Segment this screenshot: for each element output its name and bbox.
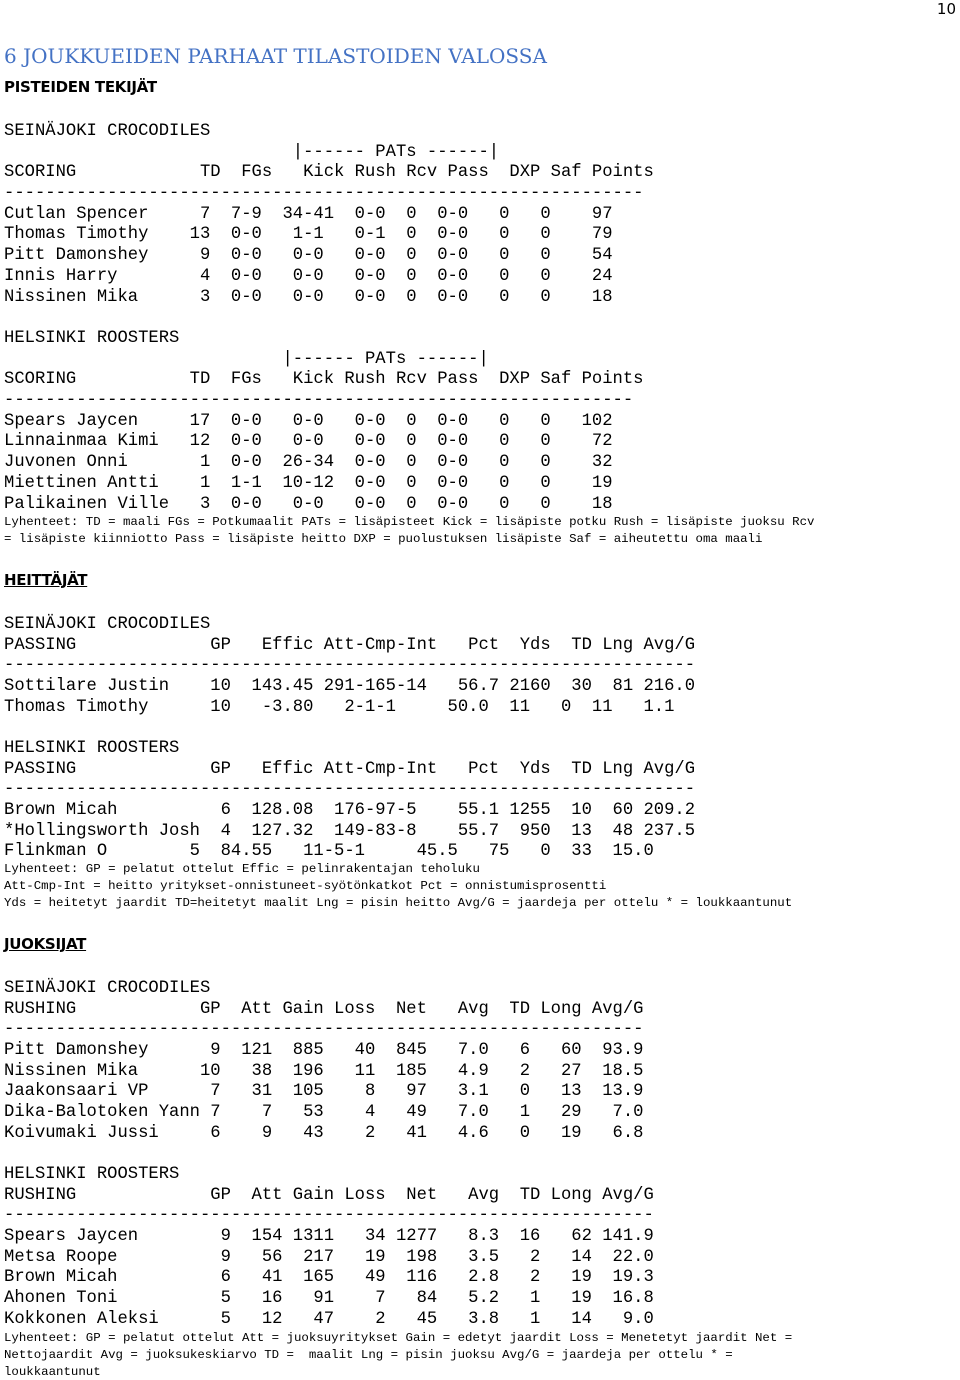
legend-line: = lisäpiste kiinniotto Pass = lisäpiste heitto DXP = puolustuksen lisäpiste Saf = aiheutettu oma maali — [4, 531, 763, 546]
team-name: SEINÄJOKI CROCODILES — [4, 615, 211, 634]
section-heading-rushers: JUOKSIJAT — [4, 935, 87, 953]
column-headers: SCORING TD FGs Kick Rush Rcv Pass DXP Saf Points — [4, 163, 654, 183]
team-name: HELSINKI ROOSTERS — [4, 329, 180, 348]
table-row: Flinkman O 5 84.55 11-5-1 45.5 75 0 33 15.0 — [4, 842, 654, 862]
table-row: Nissinen Mika 3 0-0 0-0 0-0 0 0-0 0 0 18 — [4, 287, 613, 307]
legend-line: loukkaantunut — [4, 1364, 101, 1379]
team-name: SEINÄJOKI CROCODILES — [4, 122, 211, 141]
divider: ------------------------------------------------------------------- — [4, 656, 696, 676]
section-heading-scorers: PISTEIDEN TEKIJÄT — [4, 78, 157, 96]
legend-line: Att-Cmp-Int = heitto yritykset-onnistuneet-syötönkatkot Pct = onnistumisprosentti — [4, 878, 607, 893]
table-row: Nissinen Mika 10 38 196 11 185 4.9 2 27 18.5 — [4, 1061, 644, 1081]
table-row: Pitt Damonshey 9 121 885 40 845 7.0 6 60 93.9 — [4, 1041, 644, 1061]
legend-line: Nettojaardit Avg = juoksukeskiarvo TD = maalit Lng = pisin juoksu Avg/G = jaardeja per ottelu * = — [4, 1347, 733, 1362]
page-number: 10 — [936, 0, 956, 18]
legend-line: Lyhenteet: GP = pelatut ottelut Effic = pelinrakentajan teholuku — [4, 862, 480, 876]
legend-line: Lyhenteet: GP = pelatut ottelut Att = juoksuyritykset Gain = edetyt jaardit Loss = Menetetyt jaardit Net = — [4, 1331, 793, 1345]
table-row: *Hollingsworth Josh 4 127.32 149-83-8 55.7 950 13 48 237.5 — [4, 821, 696, 841]
table-row: Dika-Balotoken Yann 7 7 53 4 49 7.0 1 29 7.0 — [4, 1103, 644, 1123]
passing-table-seinajoki — [4, 615, 695, 718]
rushing-table-seinajoki — [4, 979, 643, 1145]
table-row: Pitt Damonshey 9 0-0 0-0 0-0 0 0-0 0 0 54 — [4, 246, 613, 266]
chapter-title: 6 JOUKKUEIDEN PARHAAT TILASTOIDEN VALOSSA — [4, 44, 547, 68]
table-row: Brown Micah 6 41 165 49 116 2.8 2 19 19.3 — [4, 1268, 654, 1288]
pats-header: |------ PATs ------| — [4, 142, 500, 162]
table-row: Thomas Timothy 10 -3.80 2-1-1 50.0 11 0 11 1.1 — [4, 697, 675, 717]
rushing-legend — [4, 1330, 792, 1380]
legend-line: Yds = heitetyt jaardit TD=heitetyt maalit Lng = pisin heitto Avg/G = jaardeja per ottelu * = loukkaantunut — [4, 895, 793, 910]
divider: ------------------------------------------------------------------- — [4, 780, 696, 800]
scoring-legend — [4, 514, 814, 548]
divider: --------------------------------------------------------------- — [4, 1206, 654, 1226]
table-row: Ahonen Toni 5 16 91 7 84 5.2 1 19 16.8 — [4, 1289, 654, 1309]
divider: -------------------------------------------------------------- — [4, 184, 644, 204]
table-row: Innis Harry 4 0-0 0-0 0-0 0 0-0 0 0 24 — [4, 266, 613, 286]
table-row: Brown Micah 6 128.08 176-97-5 55.1 1255 10 60 209.2 — [4, 801, 696, 821]
table-row: Thomas Timothy 13 0-0 1-1 0-1 0 0-0 0 0 79 — [4, 225, 613, 245]
column-headers: RUSHING GP Att Gain Loss Net Avg TD Long Avg/G — [4, 999, 644, 1019]
table-row: Metsa Roope 9 56 217 19 198 3.5 2 14 22.0 — [4, 1247, 654, 1267]
table-row: Cutlan Spencer 7 7-9 34-41 0-0 0 0-0 0 0 97 — [4, 204, 613, 224]
divider: ------------------------------------------------------------- — [4, 391, 634, 411]
pats-header: |------ PATs ------| — [4, 349, 489, 369]
column-headers: PASSING GP Effic Att-Cmp-Int Pct Yds TD Lng Avg/G — [4, 759, 696, 779]
passing-legend — [4, 861, 792, 911]
table-row: Koivumaki Jussi 6 9 43 2 41 4.6 0 19 6.8 — [4, 1123, 644, 1143]
column-headers: PASSING GP Effic Att-Cmp-Int Pct Yds TD Lng Avg/G — [4, 635, 696, 655]
column-headers: SCORING TD FGs Kick Rush Rcv Pass DXP Saf Points — [4, 370, 644, 390]
table-row: Linnainmaa Kimi 12 0-0 0-0 0-0 0 0-0 0 0 72 — [4, 432, 613, 452]
team-name: SEINÄJOKI CROCODILES — [4, 979, 211, 998]
team-name: HELSINKI ROOSTERS — [4, 739, 180, 758]
divider: -------------------------------------------------------------- — [4, 1020, 644, 1040]
legend-line: Lyhenteet: TD = maali FGs = Potkumaalit PATs = lisäpisteet Kick = lisäpiste potku Rush = lisäpiste juoksu Rcv — [4, 515, 815, 529]
column-headers: RUSHING GP Att Gain Loss Net Avg TD Long Avg/G — [4, 1185, 654, 1205]
passing-table-helsinki — [4, 739, 695, 863]
scoring-table-helsinki — [4, 329, 643, 515]
section-heading-passers: HEITTÄJÄT — [4, 571, 88, 589]
table-row: Jaakonsaari VP 7 31 105 8 97 3.1 0 13 13.9 — [4, 1082, 644, 1102]
scoring-table-seinajoki — [4, 122, 654, 308]
rushing-table-helsinki — [4, 1165, 654, 1331]
table-row: Spears Jaycen 9 154 1311 34 1277 8.3 16 62 141.9 — [4, 1227, 654, 1247]
table-row: Spears Jaycen 17 0-0 0-0 0-0 0 0-0 0 0 102 — [4, 411, 613, 431]
table-row: Palikainen Ville 3 0-0 0-0 0-0 0 0-0 0 0 18 — [4, 494, 613, 514]
table-row: Sottilare Justin 10 143.45 291-165-14 56.7 2160 30 81 216.0 — [4, 677, 696, 697]
table-row: Juvonen Onni 1 0-0 26-34 0-0 0 0-0 0 0 32 — [4, 453, 613, 473]
table-row: Miettinen Antti 1 1-1 10-12 0-0 0 0-0 0 0 19 — [4, 473, 613, 493]
table-row: Kokkonen Aleksi 5 12 47 2 45 3.8 1 14 9.0 — [4, 1309, 654, 1329]
team-name: HELSINKI ROOSTERS — [4, 1165, 180, 1184]
